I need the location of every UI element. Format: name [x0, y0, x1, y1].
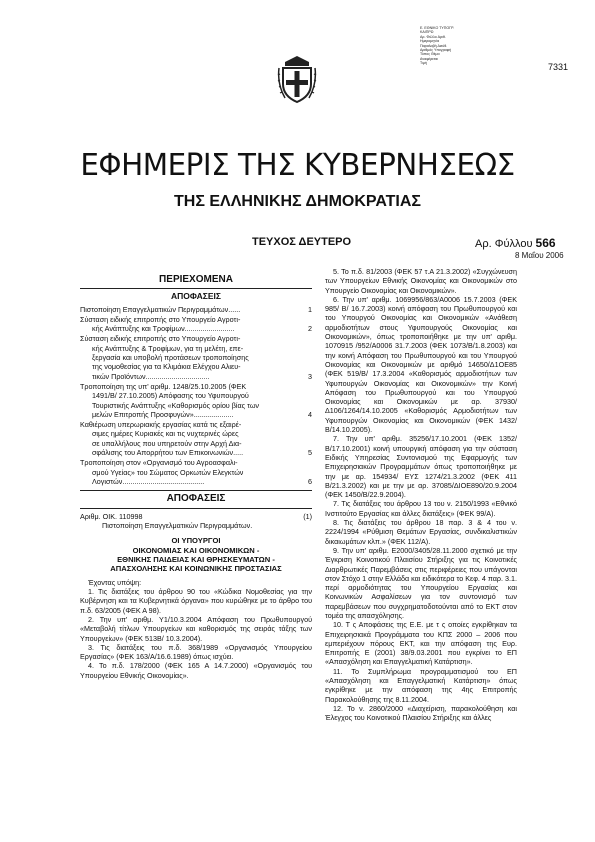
decision-subject: Πιστοποίηση Επαγγελματικών Περιγραμμάτων.: [102, 520, 253, 530]
contents-title: ΠΕΡΙΕΧΟΜΕΝΑ: [159, 274, 233, 285]
toc-text: 1491/Β/ 27.10.2005) Απόφασης του Υφυπουργού: [92, 391, 249, 401]
paragraph: 5. Το π.δ. 81/2003 (ΦΕΚ 57 τ.Α 21.3.2002) «Συγχώνευση των Υπουργείων Εθνικής Οικονομίας και Οικονομικών στο Υπουργείο Οικονομίας και Οικονομικών».: [325, 267, 517, 295]
toc-page: 5: [308, 448, 312, 458]
toc-text: κής Ανάπτυξης & Τροφίμων, για τη μελέτη, επε-: [92, 343, 244, 353]
ministers-line: ΟΙ ΥΠΟΥΡΓΟΙ: [171, 536, 221, 546]
divider: [80, 508, 312, 509]
paragraph: 7. Τις διατάξεις του άρθρου 13 του ν. 2150/1993 «Εθνικό Ινστιτούτο Εργασίας και άλλες διατάξεις» (ΦΕΚ 99/Α).: [325, 499, 517, 518]
toc-page: 1: [308, 304, 312, 314]
sheet-number: [475, 236, 556, 250]
toc-text: σιμες ημέρες Κυριακές και τις νυχτερινές ώρες: [92, 429, 239, 439]
issue-type: ΤΕΥΧΟΣ ΔΕΥΤΕΡΟ: [252, 236, 352, 248]
toc-text: Καθιέρωση υπερωριακής εργασίας κατά τις εξαιρέ-: [80, 420, 242, 430]
toc-text: σε υπαλλήλους που υπηρετούν στην Αρχή Δια-: [92, 438, 242, 448]
ministers-line: ΑΠΑΣΧΟΛΗΣΗΣ ΚΑΙ ΚΟΙΝΩΝΙΚΗΣ ΠΡΟΣΤΑΣΙΑΣ: [110, 564, 282, 574]
decision-header: [80, 512, 312, 521]
stamp-line: Τύπος Θέμα: [420, 52, 440, 57]
toc-text: Σύσταση ειδικής επιτροπής στο Υπουργείο Αγροτι-: [80, 314, 241, 324]
toc-text: Σύσταση ειδικής επιτροπής στο Υπουργείο Αγροτι-: [80, 334, 241, 344]
right-column: [325, 267, 517, 723]
toc-page: 6: [308, 476, 312, 486]
ministers-line: ΟΙΚΟΝΟΜΙΑΣ ΚΑΙ ΟΙΚΟΝΟΜΙΚΩΝ -: [132, 545, 260, 555]
stamp-line: Αριθμός Υπογραφή: [420, 48, 452, 53]
toc-item[interactable]: [80, 305, 312, 314]
decision-number: (1): [303, 511, 312, 521]
stamp-line: Αναφέρεται: [420, 56, 439, 61]
toc-item[interactable]: [80, 334, 312, 380]
ministers-line: ΕΘΝΙΚΗΣ ΠΑΙΔΕΙΑΣ ΚΑΙ ΘΡΗΣΚΕΥΜΑΤΩΝ -: [117, 554, 275, 564]
page-number: 7331: [548, 62, 569, 72]
toc-page: 2: [308, 324, 312, 334]
toc-item[interactable]: [80, 458, 312, 486]
toc-page: 4: [308, 409, 312, 419]
paragraph: 6. Την υπ' αριθμ. 1069956/863/Α0006 15.7.2003 (ΦΕΚ 985/ Β/ 16.7.2003) κοινή απόφαση του Πρωθυπουργού και του Υπουργού Οικονομίας και Οικονομικών «Ανάθεση αρμοδιοτήτων στους Υφυπουργούς Οικονομίας και Οικονομικών», όπως τροποποιήθηκε με την υπ' αριθμ. 1070915 /952/Α0006 31.7.2003 (ΦΕΚ 1073/Β/1.8.2003) και την κοινή Απόφαση του Πρωθυπουργού και του Υπουργού Οικονομίας και Οικονομικών με αριθμό 14650/Δ1ΟΕ85 (ΦΕΚ 519/Β/ 17.3.2004 «Καθορισμός αρμοδιοτήτων των Υφυπουργών Οικονομίας και Οικονομικών» την Κοινή Απόφαση του Πρωθυπουργού και του Υπουργού Οικονομίας και Οικονομικών με αρ. 37930/Δ106/1264/14.10.2005 «Καθορισμός Αρμοδιοτήτων των Υφυπουργών Οικονομίας και Οικονομικών (ΦΕΚ 1432/Β/14.10.2005).: [325, 294, 517, 435]
paragraph: 10. Τ ς Αποφάσεις της Ε.Ε. με τ ς οποίες εγκρίθηκαν τα Επιχειρησιακά Προγράμματα του ΚΠΣ 2000 – 2006 που εμπεριέχουν πόρους ΕΚΤ, και την απόφαση της Ευρ. Επιτροπής Ε (2001) 38/9.03.2001 που εγκρίνει το ΕΠ «Απασχόληση και Επαγγελματική Κατάρτιση».: [325, 620, 517, 667]
toc-text: Πιστοποίηση Επαγγελματικών Περιγραμμάτων......: [80, 304, 241, 314]
divider: [80, 490, 312, 491]
toc-text: Τουριστικής Ανάπτυξης «Καθορισμός ορίου βίας των: [92, 400, 260, 410]
stamp-line: Τιμή: [420, 61, 427, 66]
sheet-number-value: 566: [535, 236, 556, 250]
stamp-line: Ημερομηνία: [420, 39, 440, 44]
toc-item[interactable]: [80, 382, 312, 419]
receipt-stamp: [420, 26, 480, 66]
paragraph: 1. Τις διατάξεις του άρθρου 90 του «Κώδικα Νομοθεσίας για την Κυβέρνηση και τα Κυβερνητικά όργανα» που κυρώθηκε με το άρθρο του π.δ. 63/2005 (ΦΕΚ Α 98).: [80, 587, 312, 615]
paragraph: 11. Το Συμπλήρωμα προγραμματισμού του ΕΠ «Απασχόληση και Επαγγελματική Κατάρτιση» όπως εγκρίθηκε με την απόφαση της 4ης Επιτροπής Παρακολούθησης της 8.11.2004.: [325, 666, 517, 704]
paragraph: 4. Το π.δ. 178/2000 (ΦΕΚ 165 Α 14.7.2000) «Οργανισμός του Υπουργείου Εθνικής Οικονομίας».: [80, 661, 312, 680]
toc-page: 3: [308, 371, 312, 381]
paragraph: 9. Την υπ' αριθμ. Ε2000/3405/28.11.2000 σχετικό με την Έγκριση Κοινοτικού Πλαισίου Στήριξης για τις Κοινοτικές Διαρθρωτικές Παρεμβάσεις στις περιφέρειες που υπάγονται στον Στόχο 1 στην Ελλάδα και ειδικότερα το Κεφ. 4 παρ. 3.1. περί αρμοδιότητας του Υπουργείου Εργασίας και Κοινωνικών Ασφαλίσεων για τον συντονισμό των παρεμβάσεων που συγχρηματοδοτούνται από το ΕΚΤ στον τομέα της απασχόλησης.: [325, 545, 517, 620]
paragraph: 3. Τις διατάξεις του π.δ. 368/1989 «Οργανισμός Υπουργείου Εργασίας» (ΦΕΚ 163/Α/16.6.1989) όπως ισχύει.: [80, 642, 312, 662]
stamp-line: ΚΑΙΠΡΩ: [420, 30, 434, 35]
gazette-subtitle: ΤΗΣ ΕΛΛΗΝΙΚΗΣ ΔΗΜΟΚΡΑΤΙΑΣ: [174, 193, 421, 210]
stamp-line: Παραλαβή Διεύθ.: [420, 43, 448, 48]
left-column: [80, 267, 312, 680]
toc-text: Τροποποίηση στον «Οργανισμό του Αγροασφαλι-: [80, 458, 238, 468]
toc-text: της νομοθεσίας για τα Κλιμάκια Ελέγχου Αλιευ-: [92, 362, 241, 372]
stamp-line: Ε. ΕΘΝΙΚΟ ΤΥΠΟΓΡ.: [420, 26, 455, 30]
toc-text: κής Ανάπτυξης και Τροφίμων.........................: [92, 324, 235, 334]
paragraph: 2. Την υπ' αριθμ. Υ1/10.3.2004 Απόφαση του Πρωθυπουργού «Μεταβολή τίτλων Υπουργείων και καθορισμός της σειράς τάξης των Υπουργείων» (ΦΕΚ 513Β/ 10.3.2004).: [80, 614, 312, 643]
toc-item[interactable]: [80, 315, 312, 334]
toc-text: ξεργασία και υποβολή προτάσεων τροποποίησης: [92, 353, 249, 363]
contents-section: ΑΠΟΦΑΣΕΙΣ: [170, 291, 221, 302]
toc-text: σφάλισης του Απορρήτου των Επικοινωνιών.....: [92, 448, 244, 458]
stamp-line: Αρ. Φύλλο Αριθ.: [420, 34, 446, 39]
paragraph: 8. Τις διατάξεις του άρθρου 18 παρ. 3 & 4 του ν. 2224/1994 «Ρύθμιση Θεμάτων Εργασίας, συνδικαλιστικών δικαιωμάτων κλπ.» (ΦΕΚ 112/Α).: [325, 518, 517, 546]
decisions-title: ΑΠΟΦΑΣΕΙΣ: [166, 493, 226, 505]
toc-text: τικών Προϊόντων................................: [92, 371, 210, 381]
toc-text: σμού Υγείας» του Σώματος Ορκωτών Ελεγκτών: [92, 467, 244, 477]
toc-text: μελών Επιτροπής Προσφυγών»....................: [92, 409, 234, 419]
gazette-title: ΕΦΗΜΕΡΙΣ ΤΗΣ ΚΥΒΕΡΝΗΣΕΩΣ: [80, 148, 515, 183]
ministers-heading: [80, 536, 312, 574]
toc-item[interactable]: [80, 420, 312, 457]
toc-text: Λογιστών.........................................: [92, 476, 205, 486]
paragraph: 7. Την υπ' αριθμ. 35256/17.10.2001 (ΦΕΚ 1352/Β/17.10.2001) κοινή υπουργική απόφαση για την σύσταση Ειδικής Υπηρεσίας Συντονισμού της Εφαρμογής των Επιχειρησιακών Προγραμμάτων όπως τροποποιήθηκε με την με αρ. 154934/ ΕΥΣ 1274/21.3.2002 (ΦΕΚ 411 Β/21.3.2002) και με την με αρ. 37085/ΔΙΟΕ890/20.9.2004 (ΦΕΚ 1450/Β/22.9.2004).: [325, 434, 517, 500]
issue-date: 8 Μαΐου 2006: [515, 251, 564, 260]
toc-text: Τροποποίηση της υπ' αριθμ. 1248/25.10.2005 (ΦΕΚ: [80, 381, 247, 391]
divider: [80, 288, 312, 289]
sheet-label: Αρ. Φύλλου: [475, 238, 533, 250]
decision-ref: Αριθμ. ΟΙΚ. 110998: [80, 511, 143, 521]
coat-of-arms-icon: [277, 54, 317, 104]
intro-text: Έχοντας υπόψη:: [88, 577, 142, 587]
paragraph: 12. Το ν. 2860/2000 «Διαχείριση, παρακολούθηση και Έλεγχος του Κοινοτικού Πλαισίου Στήριξης και άλλες: [325, 703, 517, 723]
